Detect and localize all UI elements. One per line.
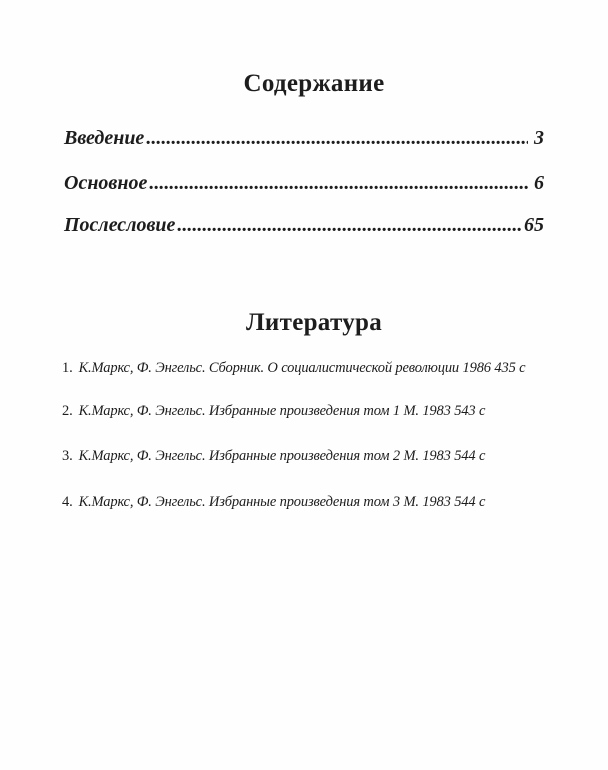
toc-entry-afterword xyxy=(64,214,544,237)
dot-leader xyxy=(146,127,528,150)
toc-entry-label: Послесловие xyxy=(64,214,176,236)
dot-leader xyxy=(149,172,528,195)
literature-title: Литература xyxy=(245,309,383,336)
toc-title: Содержание xyxy=(243,70,385,97)
reference-number: 1. xyxy=(62,360,73,376)
toc-entry-page: 3 xyxy=(534,127,544,149)
reference-item xyxy=(62,403,582,420)
reference-text: К.Маркс, Ф. Энгельс. Избранные произведения том 1 М. 1983 543 с xyxy=(78,403,486,419)
reference-item xyxy=(62,494,582,511)
reference-text: К.Маркс, Ф. Энгельс. Сборник. О социалистической революции 1986 435 с xyxy=(78,360,526,376)
toc-entry-label: Основное xyxy=(64,172,148,194)
toc-entry-page: 6 xyxy=(534,172,544,194)
toc-entry-main xyxy=(64,172,544,195)
dot-leader xyxy=(177,214,522,237)
reference-number: 4. xyxy=(62,494,73,510)
reference-text: К.Маркс, Ф. Энгельс. Избранные произведения том 2 М. 1983 544 с xyxy=(78,448,486,464)
reference-number: 3. xyxy=(62,448,73,464)
reference-number: 2. xyxy=(62,403,73,419)
toc-entry-page: 65 xyxy=(524,214,544,236)
reference-item xyxy=(62,360,582,377)
toc-entry-introduction xyxy=(64,127,544,150)
reference-item xyxy=(62,448,582,465)
reference-text: К.Маркс, Ф. Энгельс. Избранные произведения том 3 М. 1983 544 с xyxy=(78,494,486,510)
toc-entry-label: Введение xyxy=(64,127,145,149)
